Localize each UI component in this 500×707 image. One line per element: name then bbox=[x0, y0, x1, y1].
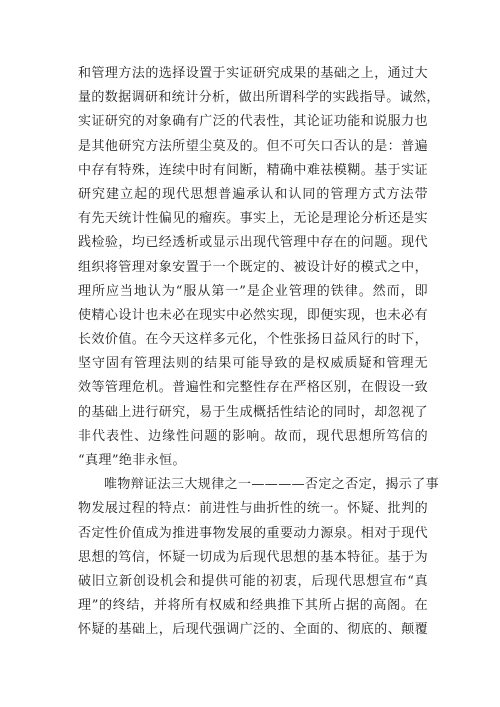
text-line: 理所应当地认为“服从第一”是企业管理的铁律。然而，即 bbox=[78, 283, 428, 299]
text-line: 有先天统计性偏见的瘤疾。事实上，无论是理论分析还是实 bbox=[78, 211, 428, 227]
text-line: 长效价值。在今天这样多元化，个性张扬日益风行的时下， bbox=[78, 332, 428, 348]
text-line: 践检验，均已经透析或显示出现代管理中存在的问题。现代 bbox=[78, 235, 428, 251]
text-line: 非代表性、边缘性问题的影响。故而，现代思想所笃信的 bbox=[78, 428, 428, 444]
text-line: 怀疑的基础上，后现代强调广泛的、全面的、彻底的、颠覆 bbox=[78, 622, 428, 638]
text-line: 效等管理危机。普遍性和完整性存在严格区别，在假设一致 bbox=[78, 380, 428, 396]
text-line: 思想的笃信，怀疑一切成为后现代思想的基本特征。基于为 bbox=[78, 549, 428, 565]
text-line: 量的数据调研和统计分析，做出所谓科学的实践指导。诚然， bbox=[78, 90, 440, 106]
text-line: 坚守固有管理法则的结果可能导致的是权威质疑和管理无 bbox=[78, 356, 428, 372]
text-line: 的基础上进行研究，易于生成概括性结论的同时，却忽视了 bbox=[78, 404, 428, 420]
text-line: 否定性价值成为推进事物发展的重要动力源泉。相对于现代 bbox=[78, 525, 428, 541]
text-line: 物发展过程的特点：前进性与曲折性的统一。怀疑、批判的 bbox=[78, 501, 428, 517]
paragraph-1 bbox=[78, 62, 440, 473]
text-line: 破旧立新创设机会和提供可能的初衷，后现代思想宣布“真 bbox=[78, 573, 428, 589]
text-line: “真理”绝非永恒。 bbox=[78, 453, 186, 468]
text-line: 唯物辩证法三大规律之一————否定之否定，揭示了事 bbox=[104, 477, 440, 493]
text-line: 是其他研究方法所望尘莫及的。但不可矢口否认的是：普遍 bbox=[78, 138, 428, 154]
text-line: 实证研究的对象确有广泛的代表性，其论证功能和说服力也 bbox=[78, 114, 428, 130]
text-line: 使精心设计也未必在现实中必然实现，即便实现，也未必有 bbox=[78, 307, 428, 323]
text-line: 和管理方法的选择设置于实证研究成果的基础之上，通过大 bbox=[78, 66, 428, 81]
text-line: 理”的终结，并将所有权威和经典推下其所占据的高阁。在 bbox=[78, 598, 428, 614]
paragraph-2 bbox=[78, 473, 440, 642]
body-text bbox=[78, 62, 440, 643]
text-line: 中存有特殊，连续中时有间断，精确中难祛模糊。基于实证 bbox=[78, 162, 428, 178]
text-line: 组织将管理对象安置于一个既定的、被设计好的模式之中， bbox=[78, 259, 428, 275]
text-line: 研究建立起的现代思想普遍承认和认同的管理方式方法带 bbox=[78, 186, 428, 202]
